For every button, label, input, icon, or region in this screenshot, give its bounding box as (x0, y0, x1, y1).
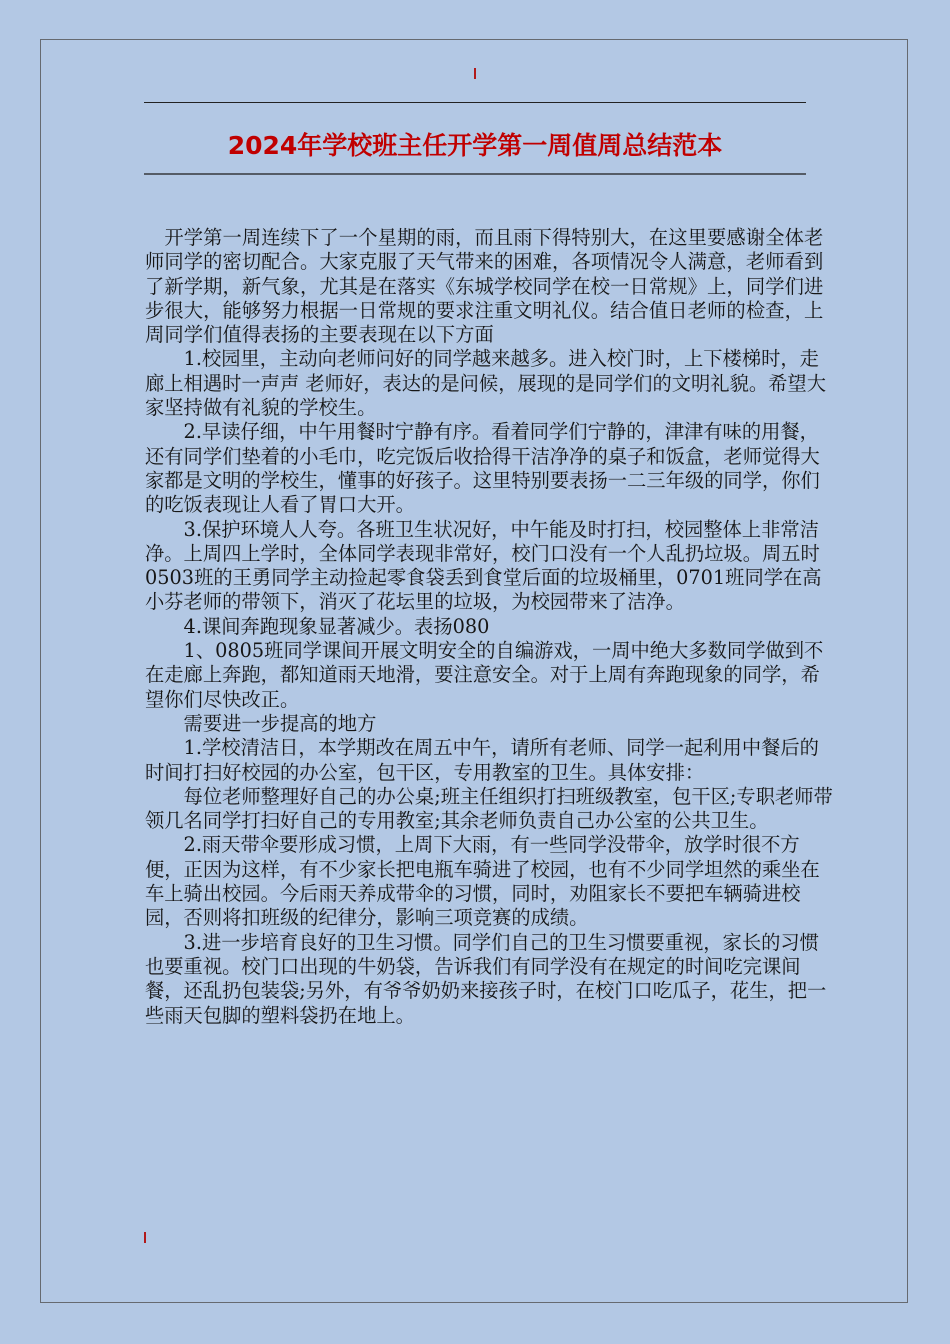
improvement-item-1: 1.学校清洁日，本学期改在周五中午，请所有老师、同学一起利用中餐后的时间打扫好校园的办公室，包干区，专用教室的卫生。具体安排： (145, 736, 819, 784)
improvement-item-2: 2.雨天带伞要形成习惯，上周下大雨，有一些同学没带伞，放学时很不方便，正因为这样，有不少家长把电瓶车骑进了校园，也有不少同学坦然的乘坐在车上骑出校园。今后雨天养成带伞的习惯，同时，劝阻家长不要把车辆骑进校园，否则将扣班级的纪律分，影响三项竞赛的成绩。 (145, 833, 820, 930)
praise-item-2: 2.早读仔细，中午用餐时宁静有序。看着同学们宁静的，津津有味的用餐，还有同学们垫着的小毛巾，吃完饭后收拾得干洁净净的桌子和饭盒，老师觉得大家都是文明的学校生，懂事的好孩子。这里特别要表扬一二三年级的同学，你们的吃饭表现让人看了胃口大开。 (145, 420, 820, 517)
praise-item-4: 4.课间奔跑现象显著减少。表扬080 (145, 614, 490, 638)
title-underline (144, 173, 806, 175)
footer-cursor-mark (144, 1232, 146, 1243)
intro-paragraph: 开学第一周连续下了一个星期的雨，而且雨下得特别大，在这里要感谢全体老师同学的密切配合。大家克服了天气带来的困难，各项情况令人满意，老师看到了新学期，新气象，尤其是在落实《东城学校同学在校一日常规》上，同学们进步很大，能够努力根据一日常规的要求注重文明礼仪。结合值日老师的检查，上周同学们值得表扬的主要表现在以下方面 (145, 226, 824, 347)
document-body (145, 226, 835, 1028)
document-title: 2024年学校班主任开学第一周值周总结范本 (227, 131, 723, 160)
improvement-item-3: 3.进一步培育良好的卫生习惯。同学们自己的卫生习惯要重视，家长的习惯也要重视。校门口出现的牛奶袋，告诉我们有同学没有在规定的时间吃完课间餐，还乱扔包装袋;另外，有爷爷奶奶来接孩子时，在校门口吃瓜子，花生，把一些雨天包脚的塑料袋扔在地上。 (145, 930, 827, 1027)
header-rule (144, 102, 806, 103)
improvement-heading: 需要进一步提高的地方 (145, 711, 377, 735)
praise-item-4-continued: 1、0805班同学课间开展文明安全的自编游戏，一周中绝大多数同学做到不在走廊上奔跑，都知道雨天地滑，要注意安全。对于上周有奔跑现象的同学，希望你们尽快改正。 (145, 639, 824, 711)
praise-item-1: 1.校园里，主动向老师问好的同学越来越多。进入校门时，上下楼梯时，走廊上相遇时一声声 老师好，表达的是问候，展现的是同学们的文明礼貌。希望大家坚持做有礼貌的学校生。 (145, 347, 826, 420)
improvement-item-1-detail: 每位老师整理好自己的办公桌;班主任组织打扫班级教室，包干区;专职老师带领几名同学打扫好自己的专用教室;其余老师负责自己办公室的公共卫生。 (145, 784, 833, 833)
header-cursor-mark (474, 68, 476, 79)
praise-item-3: 3.保护环境人人夸。各班卫生状况好，中午能及时打扫，校园整体上非常洁净。上周四上学时，全体同学表现非常好，校门口没有一个人乱扔垃圾。周五时0503班的王勇同学主动捡起零食袋丢到食堂后面的垃圾桶里，0701班同学在高小芬老师的带领下，消灭了花坛里的垃圾，为校园带来了洁净。 (145, 517, 822, 614)
